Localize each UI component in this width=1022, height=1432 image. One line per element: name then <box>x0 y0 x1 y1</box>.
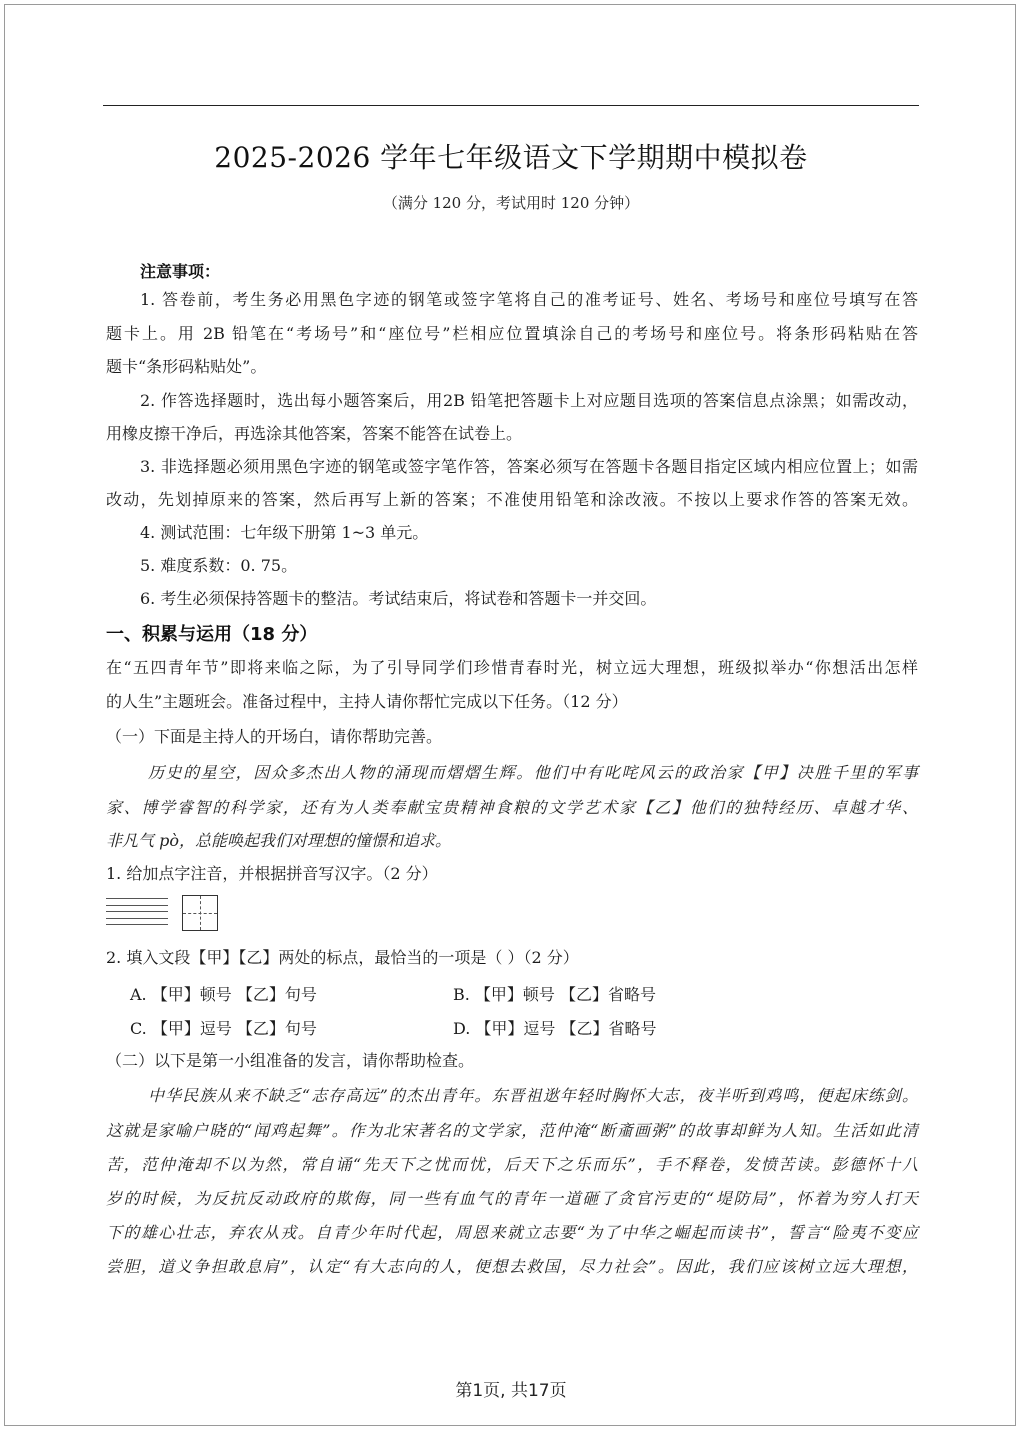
section-intro-line: 在“五四青年节”即将来临之际，为了引导同学们珍惜青春时光，树立远大理想，班级拟举办“你想活出怎样 <box>106 658 918 677</box>
question-2: 2. 填入文段【甲】【乙】两处的标点，最恰当的一项是（ ）（2 分） <box>106 948 579 967</box>
notice-line: 用橡皮擦干净后，再选涂其他答案，答案不能答在试卷上。 <box>106 424 523 443</box>
page-frame <box>4 4 1016 1426</box>
page-number: 第1页, 共17页 <box>455 1381 567 1401</box>
passage1-line: 家、博学睿智的科学家，还有为人类奉献宝贵精神食粮的文学艺术家【乙】他们的独特经历、卓越才华、 <box>106 798 918 817</box>
passage1-line: 历史的星空，因众多杰出人物的涌现而熠熠生辉。他们中有叱咤风云的政治家【甲】决胜千里的军事 <box>148 763 918 782</box>
option-b: B. 【甲】顿号 【乙】省略号 <box>453 985 657 1004</box>
notice-line: 2. 作答选择题时，选出每小题答案后，用2B 铅笔把答题卡上对应题目选项的答案信息点涂黑；如需改动， <box>140 391 918 410</box>
passage2-line: 岁的时候，为反抗反动政府的欺侮，同一些有血气的青年一道砸了贪官污吏的“堤防局”，怀着为穷人打天 <box>106 1189 918 1208</box>
question-1: 1. 给加点字注音，并根据拼音写汉字。（2 分） <box>106 864 438 883</box>
notice-line: 1. 答卷前，考生务必用黑色字迹的钢笔或签字笔将自己的准考证号、姓名、考场号和座位号填写在答 <box>140 290 918 309</box>
notice-line: 5. 难度系数：0. 75。 <box>140 556 298 575</box>
part2-heading: （二）以下是第一小组准备的发言，请你帮助检查。 <box>106 1051 475 1070</box>
passage2-line: 这就是家喻户晓的“闻鸡起舞”。作为北宋著名的文学家，范仲淹“断齑画粥”的故事却鲜为人知。生活如此清 <box>106 1121 918 1140</box>
passage1-line: 非凡气 pò，总能唤起我们对理想的憧憬和追求。 <box>106 831 451 850</box>
notice-line: 题卡“条形码粘贴处”。 <box>106 357 267 376</box>
passage2-line: 尝胆，道义争担敢息肩”，认定“有大志向的人，便想去救国，尽力社会”。因此，我们应该树立远大理想， <box>106 1257 918 1276</box>
passage2-line: 中华民族从来不缺乏“志存高远”的杰出青年。东晋祖逖年轻时胸怀大志，夜半听到鸡鸣，便起床练剑。 <box>148 1086 918 1105</box>
exam-title: 2025-2026 学年七年级语文下学期期中模拟卷 <box>214 141 808 174</box>
passage2-line: 苦，范仲淹却不以为然，常自诵“先天下之忧而忧，后天下之乐而乐”，手不释卷，发愤苦读。彭德怀十八 <box>106 1155 918 1174</box>
notice-line: 6. 考生必须保持答题卡的整洁。考试结束后，将试卷和答题卡一并交回。 <box>140 589 657 608</box>
header-rule <box>103 105 919 106</box>
notice-line: 题卡上。用 2B 铅笔在“考场号”和“座位号”栏相应位置填涂自己的考场号和座位号。将条形码粘贴在答 <box>106 324 918 343</box>
notice-line: 3. 非选择题必须用黑色字迹的钢笔或签字笔作答，答案必须写在答题卡各题目指定区域内相应位置上；如需 <box>140 457 918 476</box>
notice-heading: 注意事项： <box>140 262 221 281</box>
part1-heading: （一）下面是主持人的开场白，请你帮助完善。 <box>106 727 443 746</box>
option-a: A. 【甲】顿号 【乙】句号 <box>130 985 317 1004</box>
option-d: D. 【甲】逗号 【乙】省略号 <box>453 1019 657 1038</box>
section-intro-line: 的人生”主题班会。准备过程中，主持人请你帮忙完成以下任务。（12 分） <box>106 692 628 711</box>
notice-line: 改动，先划掉原来的答案，然后再写上新的答案；不准使用铅笔和涂改液。不按以上要求作答的答案无效。 <box>106 490 918 509</box>
notice-line: 4. 测试范围：七年级下册第 1~3 单元。 <box>140 523 429 542</box>
pinyin-answer-lines[interactable] <box>106 898 168 930</box>
hanzi-answer-grid[interactable] <box>182 895 218 931</box>
passage2-line: 下的雄心壮志，弃农从戎。自青少年时代起，周恩来就立志要“为了中华之崛起而读书”，誓言“险夷不变应 <box>106 1223 918 1242</box>
option-c: C. 【甲】逗号 【乙】句号 <box>130 1019 317 1038</box>
exam-subtitle: （满分 120 分，考试用时 120 分钟） <box>382 194 640 212</box>
section-heading: 一、积累与运用（18 分） <box>106 624 318 645</box>
